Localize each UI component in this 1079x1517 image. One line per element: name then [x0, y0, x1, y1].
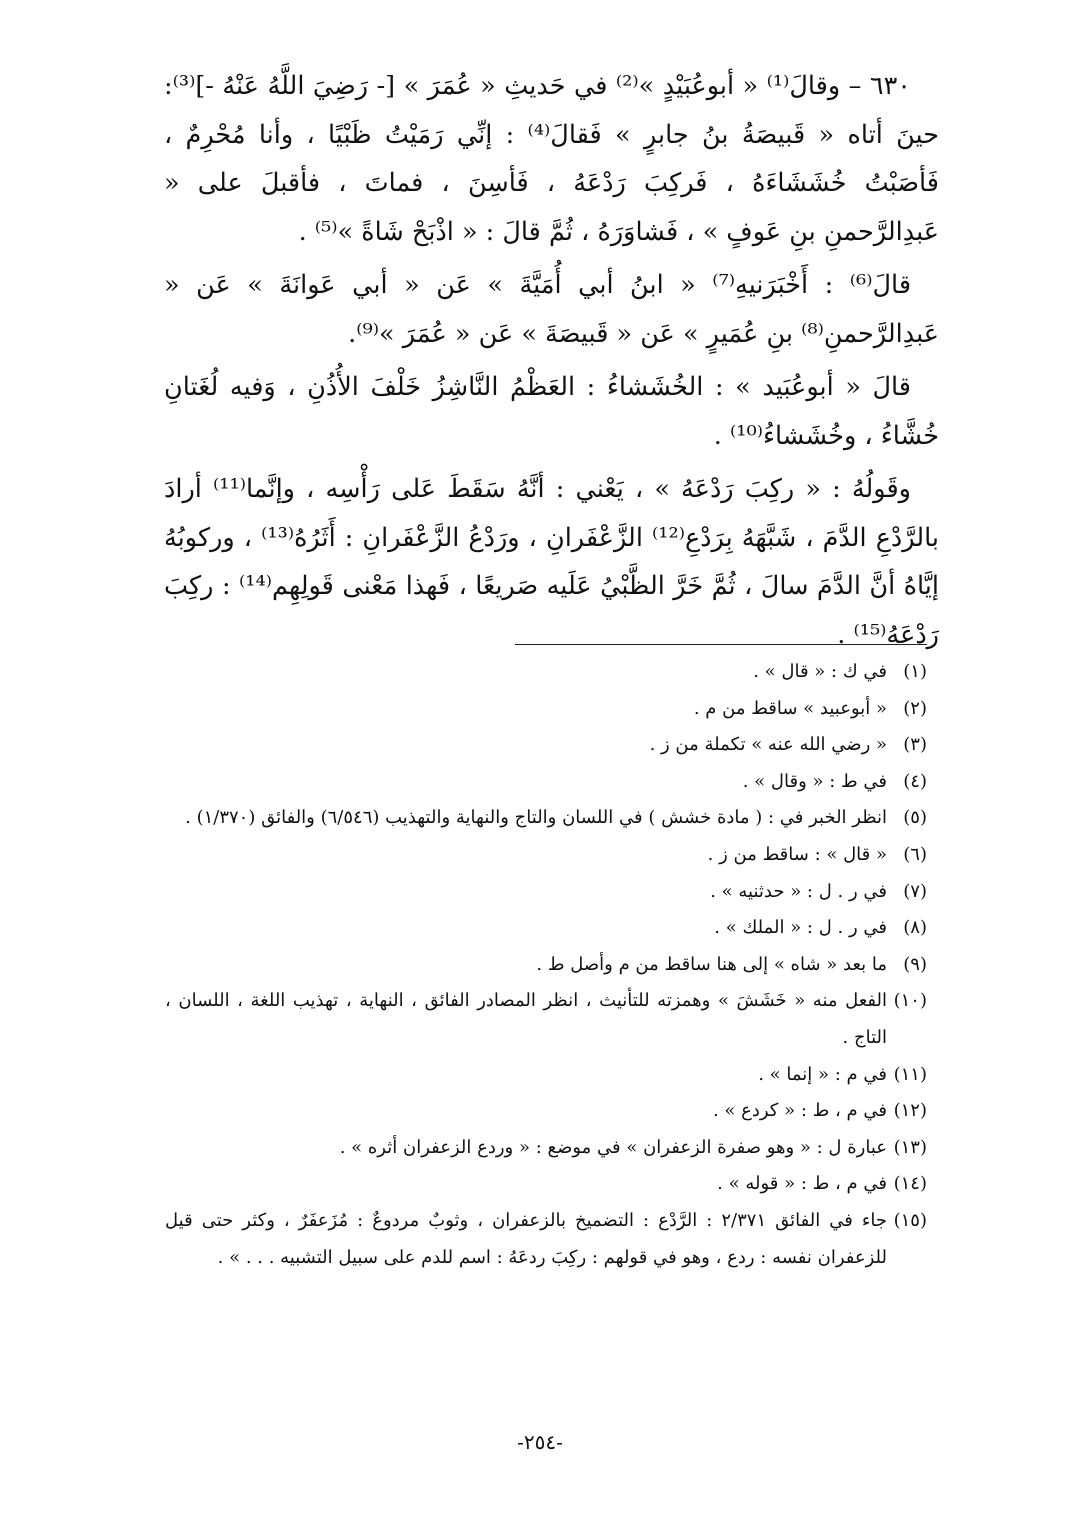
footnote-text: في م : « إنما » .	[758, 1063, 887, 1085]
footnote	[165, 983, 927, 1056]
footnote-text: في ر . ل : « حدثنيه » .	[710, 880, 887, 902]
footnote-text: « قال » : ساقط من ز .	[707, 843, 887, 865]
footnote	[165, 874, 927, 911]
footnote	[165, 947, 927, 984]
page-number: -٢٥٤-	[517, 1430, 563, 1454]
footnote	[165, 727, 927, 764]
footnote	[165, 1166, 927, 1203]
footnote-text: عبارة ل : « وهو صفرة الزعفران » في موضع : « وردع الزعفران أثره » .	[339, 1136, 887, 1158]
footnote-number: (٧)	[903, 880, 927, 902]
paragraph-explanation: وقَولُهُ : « ركِبَ رَدْعَهُ » ، يَعْني : أنَّهُ سَقَطَ عَلى رَأْسِه ، وإنَّما⁽¹¹⁾ أرادَ بالرَّدْعِ الدَّمَ ، شَبَّهَهُ بِرَدْعِ⁽¹²⁾ الزَّعْفَرانِ ، ورَدْعُ الزَّعْفَرانِ : أَثَرُهُ⁽¹³⁾ ، وركوبُهُ إيَّاهُ أنَّ الدَّمَ سالَ ، ثُمَّ خَرَّ الظَّبْيُ عَلَيه صَريعًا ، فَهذا مَعْنى قَولِهِم⁽¹⁴⁾ : ركِبَ رَدْعَهُ⁽¹⁵⁾ .	[164, 474, 939, 650]
footnote	[165, 1093, 927, 1130]
footnote	[165, 691, 927, 728]
footnote-number: (٢)	[903, 697, 927, 719]
footnote-text: جاء في الفائق ٢/٣٧١ : الرَّدْع : التضميخ بالزعفران ، وثوبٌ مردوعٌ : مُزَعفَرٌ ، وكثر حتى قيل للزعفران نفسه : ردع ، وهو في قولهم : ركِبَ ردعَهُ : اسم للدم على سبيل التشبيه . . . » .	[165, 1209, 887, 1268]
footnote-number: (١٣)	[893, 1136, 927, 1158]
footnote-text: الفعل منه « خَشَشَ » وهمزته للتأنيث ، انظر المصادر الفائق ، النهاية ، تهذيب اللغة ، اللسان ، التاج .	[165, 990, 887, 1048]
footnote	[165, 837, 927, 874]
footnote-number: (٦)	[903, 843, 927, 865]
footnote-text: انظر الخبر في : ( مادة خشش ) في اللسان والتاج والنهاية والتهذيب (٦/٥٤٦) والفائق (١/٣٧٠) .	[185, 807, 887, 829]
footnote	[165, 764, 927, 801]
footnote-number: (١٢)	[893, 1100, 927, 1122]
footnote	[165, 800, 927, 837]
footnote	[165, 654, 927, 691]
footnote-text: « رضي الله عنه » تكملة من ز .	[649, 734, 887, 756]
footnote-number: (١٠)	[893, 990, 927, 1012]
footnote-number: (٨)	[903, 917, 927, 939]
footnote	[165, 1203, 927, 1276]
footnote-text: في ط : « وقال » .	[742, 770, 887, 792]
footnote-number: (١٥)	[893, 1209, 927, 1231]
footnote	[165, 910, 927, 947]
footnote-text: في م ، ط : « كردع » .	[712, 1100, 887, 1122]
footnote	[165, 1130, 927, 1167]
footnote-text: « أبوعبيد » ساقط من م .	[693, 697, 887, 719]
paragraph-630: ٦٣٠ – وقالَ⁽¹⁾ « أبوعُبَيْدٍ »⁽²⁾ في حَديثِ « عُمَرَ » [- رَضِيَ اللَّهُ عَنْهُ -]⁽³⁾: حينَ أتاه « قَبيصَةُ بنُ جابرٍ » فَقالَ⁽⁴⁾ : إنِّي رَمَيْتُ ظَبْيًا ، وأنا مُحْرِمٌ ، فَأصَبْتُ خُشَشَاءَهُ ، فَركِبَ رَدْعَهُ ، فَأسِنَ ، فماتَ ، فأقبلَ على « عَبدِالرَّحمنِ بنِ عَوفٍ » ، فَشاوَرَهُ ، ثُمَّ قالَ : « اذْبَحْ شَاةً »⁽⁵⁾ .	[164, 71, 939, 247]
footnote-number: (٥)	[903, 807, 927, 829]
footnote-number: (٤)	[903, 770, 927, 792]
footnotes	[165, 654, 927, 1276]
footnote-text: في ر . ل : « الملك » .	[714, 917, 887, 939]
paragraph-isnad: قالَ⁽⁶⁾ : أَخْبَرَنيهِ⁽⁷⁾ « ابنُ أبي أُمَيَّةَ » عَن « أبي عَوانَةَ » عَن « عَبدِالرَّحمنِ⁽⁸⁾ بنِ عُمَيرٍ » عَن « قَبيصَةَ » عَن « عُمَرَ »⁽⁹⁾.	[164, 270, 939, 349]
footnote-number: (٩)	[903, 953, 927, 975]
footnote-number: (٣)	[903, 734, 927, 756]
footnote-number: (١)	[903, 661, 927, 682]
footnote-number: (١٤)	[893, 1173, 927, 1195]
footnote-number: (١١)	[893, 1063, 927, 1085]
paragraph-definition: قالَ « أبوعُبَيد » : الخُشَشاءُ : العَظْمُ النَّاشِزُ خَلْفَ الأُذُنِ ، وَفيه لُغَتانِ خُشَّاءُ ، وخُشَشاءُ⁽¹⁰⁾ .	[164, 372, 939, 451]
main-text	[164, 62, 939, 659]
footnote-divider	[515, 644, 927, 645]
footnote-text: ما بعد « شاه » إلى هنا ساقط من م وأصل ط .	[536, 953, 887, 975]
footnote	[165, 1057, 927, 1094]
footnote-text: في ك : « قال » .	[753, 661, 887, 682]
footnote-text: في م ، ط : « قوله » .	[717, 1173, 887, 1195]
